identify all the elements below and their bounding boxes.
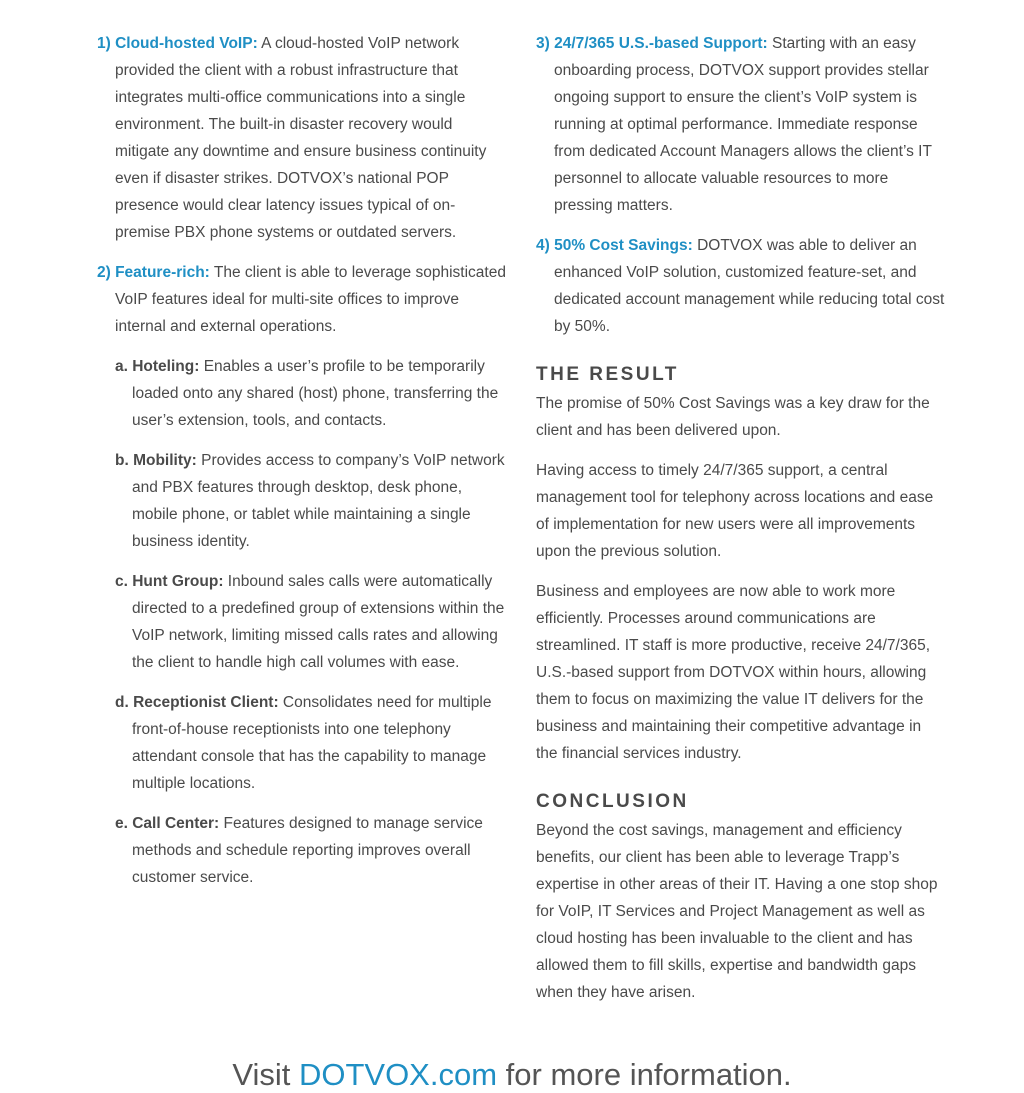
footer-cta [0,1057,1024,1093]
sub-item-text: Provides access to company’s VoIP network and PBX features through desktop, desk phone, mobile phone, or tablet while maintaining a single business identity. [132,452,505,550]
item-lead: 3) 24/7/365 U.S.-based Support: [536,35,768,52]
sub-item-lead: b. Mobility: [115,452,197,469]
sub-item-text: Features designed to manage service methods and schedule reporting improves overall customer service. [132,815,483,886]
result-paragraph: The promise of 50% Cost Savings was a key draw for the client and has been delivered upon. [536,395,930,439]
item-lead: 4) 50% Cost Savings: [536,237,693,254]
sub-item-lead: c. Hunt Group: [115,573,224,590]
sub-item-text: Inbound sales calls were automatically directed to a predefined group of extensions within the VoIP network, limiting missed calls rates and allowing the client to handle high call volumes with ease. [132,573,505,671]
sub-item-lead: e. Call Center: [115,815,220,832]
result-paragraph: Business and employees are now able to work more efficiently. Processes around communications are streamlined. IT staff is more productive, receive 24/7/365, U.S.-based support from DOTVOX within hours, allowing them to focus on maximizing the value IT delivers for the business and maintaining their competitive advantage in the financial services industry. [536,583,931,762]
cost-savings-item [536,232,946,340]
left-column [97,30,507,904]
right-column [536,30,946,1019]
item-lead: 2) Feature-rich: [97,264,210,281]
sub-item-text: Consolidates need for multiple front-of-house receptionists into one telephony attendant console that has the capability to manage multiple locations. [132,694,492,792]
conclusion-heading: CONCLUSION [536,791,689,812]
feature-rich-item [97,259,507,340]
hoteling-sub-item [115,353,507,434]
footer-prefix: Visit [232,1057,299,1092]
support-item [536,30,946,219]
result-paragraph: Having access to timely 24/7/365 support, a central management tool for telephony across locations and ease of implementation for new users were all improvements upon the previous solution. [536,462,934,560]
hunt-group-sub-item [115,568,507,676]
website-link[interactable]: DOTVOX.com [298,1057,498,1092]
item-text: The client is able to leverage sophisticated VoIP features ideal for multi-site offices to improve internal and external operations. [115,264,506,335]
conclusion-paragraph: Beyond the cost savings, management and efficiency benefits, our client has been able to leverage Trapp’s expertise in other areas of their IT. Having a one stop shop for VoIP, IT Services and Project Management as well as cloud hosting has been invaluable to the client and has allowed them to fill skills, expertise and bandwidth gaps when they have arisen. [536,822,938,1001]
sub-item-lead: a. Hoteling: [115,358,200,375]
result-heading: THE RESULT [536,364,679,385]
sub-item-lead: d. Receptionist Client: [115,694,279,711]
sub-item-text: Enables a user’s profile to be temporarily loaded onto any shared (host) phone, transferring the user’s extension, tools, and contacts. [132,358,499,429]
item-text: Starting with an easy onboarding process, DOTVOX support provides stellar ongoing support to ensure the client’s VoIP system is running at optimal performance. Immediate response from dedicated Account Managers allows the client’s IT personnel to allocate valuable resources to more pressing matters. [554,35,932,214]
item-text: A cloud-hosted VoIP network provided the client with a robust infrastructure that integrates multi-office communications into a single environment. The built-in disaster recovery would mitigate any downtime and ensure business continuity even if disaster strikes. DOTVOX’s national POP presence would clear latency issues typical of on-premise PBX phone systems or outdated servers. [115,35,487,241]
receptionist-client-sub-item [115,689,507,797]
cloud-hosted-voip-item [97,30,507,246]
call-center-sub-item [115,810,507,891]
footer-suffix: for more information. [497,1057,792,1092]
item-text: DOTVOX was able to deliver an enhanced VoIP solution, customized feature-set, and dedicated account management while reducing total cost by 50%. [554,237,945,335]
mobility-sub-item [115,447,507,555]
item-lead: 1) Cloud-hosted VoIP: [97,35,258,52]
